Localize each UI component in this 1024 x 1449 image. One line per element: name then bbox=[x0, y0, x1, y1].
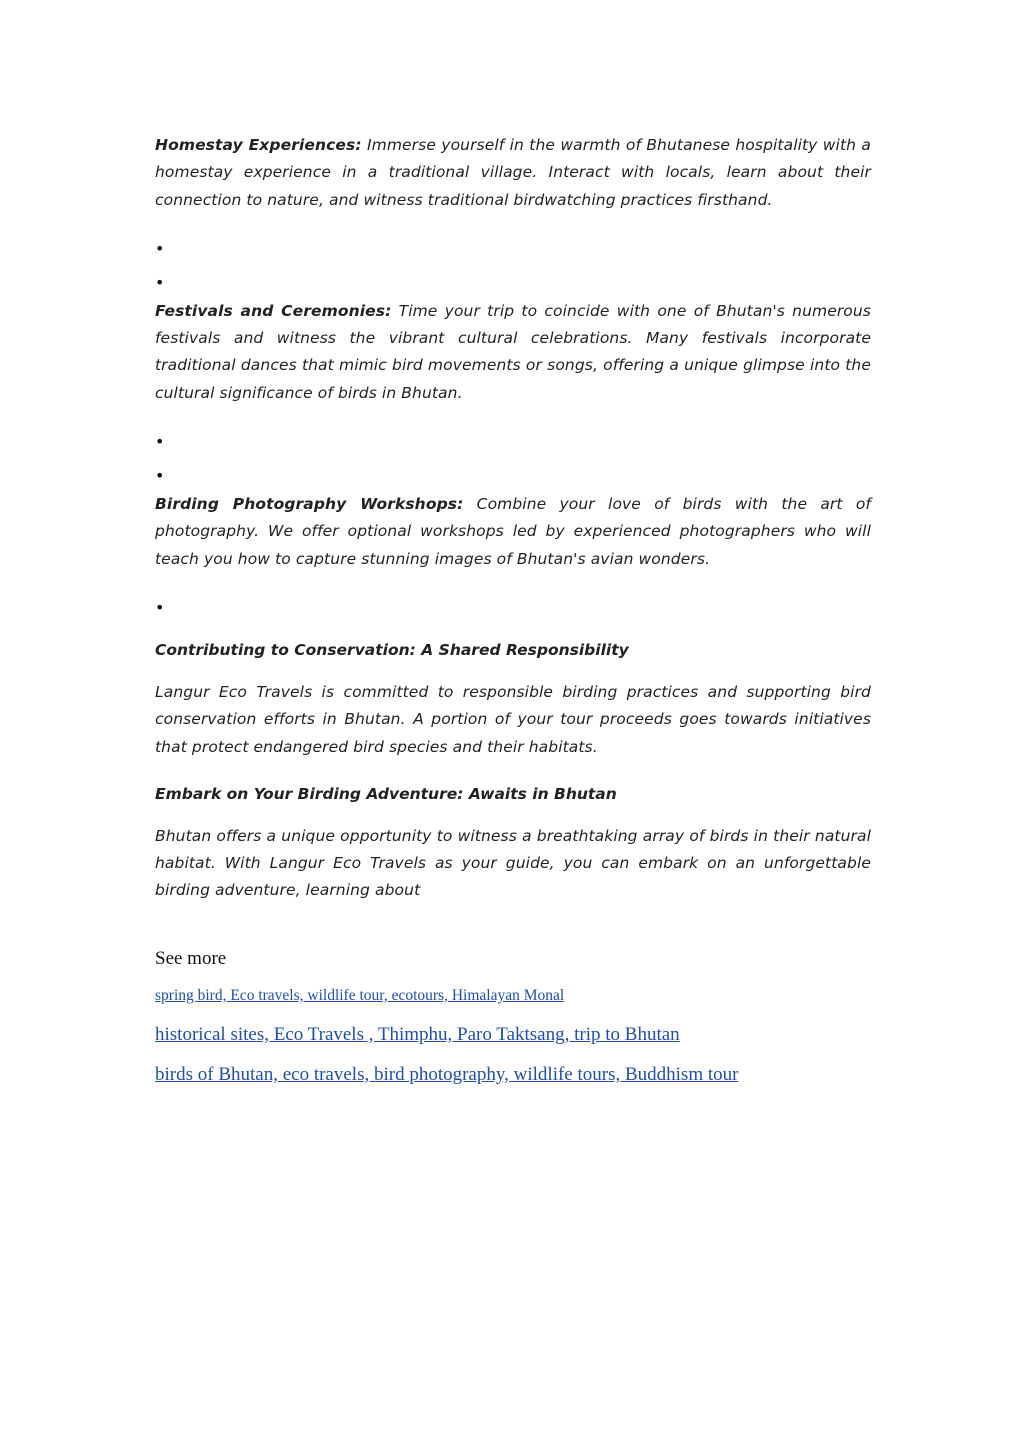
conservation-paragraph: Langur Eco Travels is committed to responsible birding practices and supporting bird conservation efforts in Bhutan. A portion of your tour proceeds goes towards initiatives that protect endangered bird species and their habitats. bbox=[155, 682, 871, 756]
list-bullet: • bbox=[155, 238, 165, 258]
list-bullet: • bbox=[155, 597, 165, 617]
adventure-heading: Embark on Your Birding Adventure: Awaits in Bhutan bbox=[155, 784, 617, 803]
tag-link-birds-of-bhutan[interactable]: birds of Bhutan, eco travels, bird photography, wildlife tours, Buddhism tour bbox=[155, 1063, 739, 1085]
festivals-paragraph bbox=[155, 298, 871, 407]
homestay-paragraph bbox=[155, 132, 871, 214]
photography-paragraph bbox=[155, 491, 871, 573]
photography-lead: Birding Photography Workshops: bbox=[155, 495, 464, 514]
homestay-lead: Homestay Experiences: bbox=[155, 136, 362, 154]
document-page bbox=[155, 132, 871, 1089]
festivals-lead: Festivals and Ceremonies: bbox=[155, 301, 392, 320]
homestay-text: Immerse yourself in the warmth of Bhutanese hospitality with a homestay experience in a traditional village. Interact with locals, learn about their connection to nature, and witness traditional birdwatching practices firsthand. bbox=[155, 136, 871, 209]
tag-link-spring-bird[interactable]: spring bird, Eco travels, wildlife tour, ecotours, Himalayan Monal bbox=[155, 986, 565, 1004]
photography-text: Combine your love of birds with the art of photography. We offer optional workshops led by experienced photographers who will teach you how to capture stunning images of Bhutan's avian wonders. bbox=[155, 495, 871, 568]
conservation-heading: Contributing to Conservation: A Shared Responsibility bbox=[155, 640, 629, 659]
list-bullet: • bbox=[155, 466, 165, 486]
tag-link-historical-sites[interactable]: historical sites, Eco Travels , Thimphu, Paro Taktsang, trip to Bhutan bbox=[155, 1023, 680, 1045]
adventure-paragraph: Bhutan offers a unique opportunity to witness a breathtaking array of birds in their natural habitat. With Langur Eco Travels as your guide, you can embark on an unforgettable birding adventure, learning about bbox=[155, 826, 871, 900]
list-bullet: • bbox=[155, 432, 165, 452]
see-more-label: See more bbox=[155, 947, 227, 969]
festivals-text: Time your trip to coincide with one of Bhutan's numerous festivals and witness the vibrant cultural celebrations. Many festivals incorporate traditional dances that mimic bird movements or songs, offering a unique glimpse into the cultural significance of birds in Bhutan. bbox=[155, 301, 871, 402]
list-bullet: • bbox=[155, 272, 165, 292]
